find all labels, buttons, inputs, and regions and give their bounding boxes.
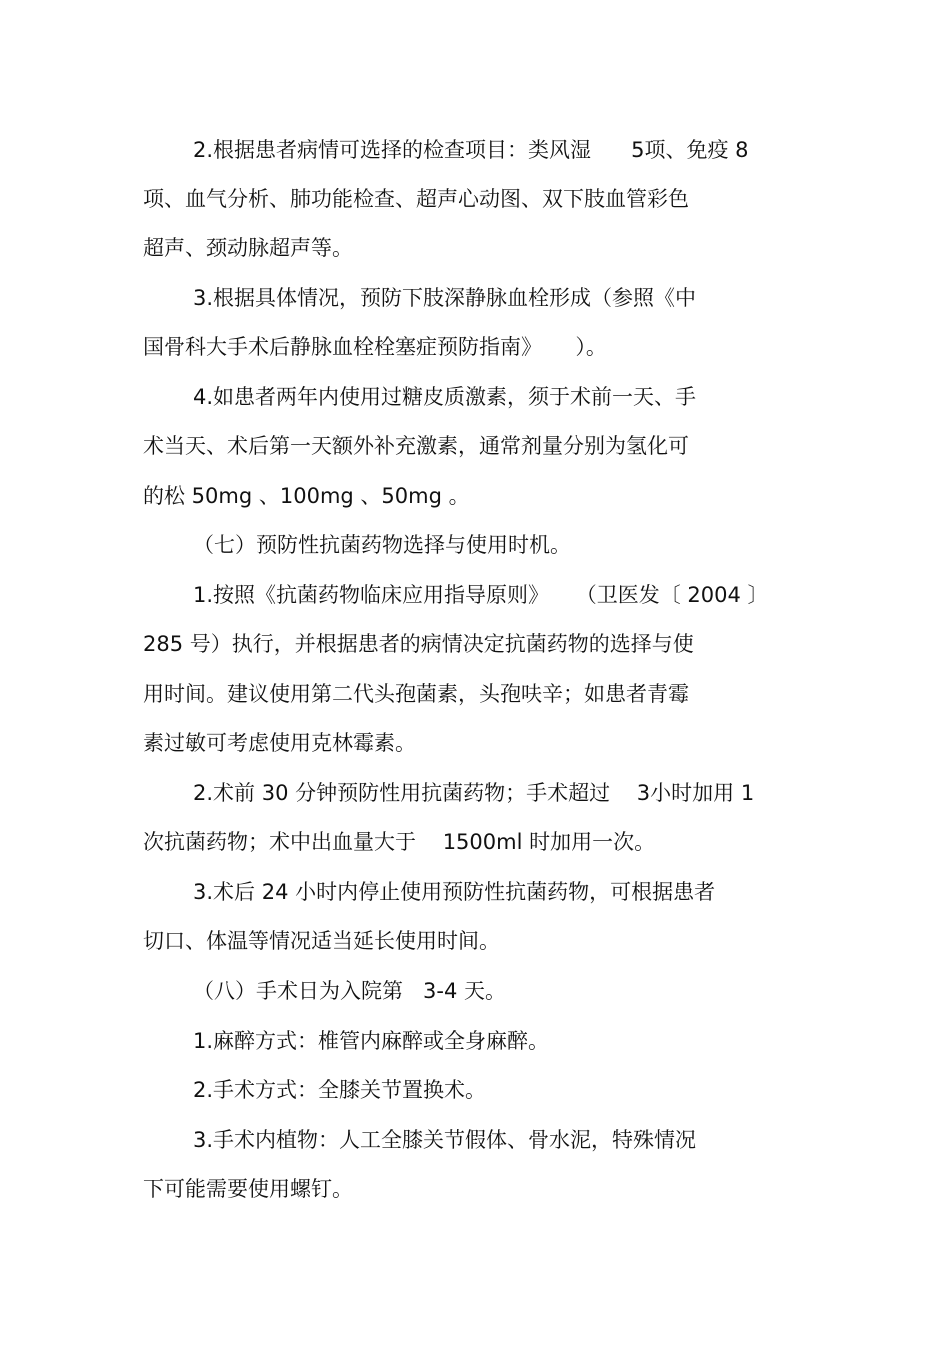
paragraph-line: 3.手术内植物：人工全膝关节假体、骨水泥，特殊情况 [193, 1128, 697, 1152]
paragraph-line: 用时间。建议使用第二代头孢菌素，头孢呋辛；如患者青霉 [143, 682, 689, 706]
paragraph-line: 2.根据患者病情可选择的检查项目：类风湿 5项、免疫 8 [193, 138, 749, 162]
paragraph-line: 项、血气分析、肺功能检查、超声心动图、双下肢血管彩色 [143, 187, 689, 211]
paragraph-line: 3.根据具体情况，预防下肢深静脉血栓形成（参照《中 [193, 286, 697, 310]
section-heading: （七）预防性抗菌药物选择与使用时机。 [193, 533, 571, 557]
paragraph-line: 2.术前 30 分钟预防性用抗菌药物；手术超过 3小时加用 1 [193, 781, 755, 805]
paragraph-line: 次抗菌药物；术中出血量大于 1500ml 时加用一次。 [143, 830, 656, 854]
paragraph-line: 1.麻醉方式：椎管内麻醉或全身麻醉。 [193, 1029, 550, 1053]
paragraph-line: 的松 50mg 、100mg 、50mg 。 [143, 484, 470, 508]
paragraph-line: 4.如患者两年内使用过糖皮质激素，须于术前一天、手 [193, 385, 697, 409]
section-heading: （八）手术日为入院第 3-4 天。 [193, 979, 506, 1003]
paragraph-line: 285 号）执行，并根据患者的病情决定抗菌药物的选择与使 [143, 632, 694, 656]
paragraph-line: 国骨科大手术后静脉血栓栓塞症预防指南》 ）。 [143, 335, 607, 359]
paragraph-line: 素过敏可考虑使用克林霉素。 [143, 731, 416, 755]
paragraph-line: 1.按照《抗菌药物临床应用指导原则》 （卫医发〔 2004 〕 [193, 583, 769, 607]
paragraph-line: 超声、颈动脉超声等。 [143, 236, 353, 260]
paragraph-line: 下可能需要使用螺钉。 [143, 1177, 353, 1201]
paragraph-line: 3.术后 24 小时内停止使用预防性抗菌药物，可根据患者 [193, 880, 716, 904]
paragraph-line: 术当天、术后第一天额外补充激素，通常剂量分别为氢化可 [143, 434, 689, 458]
paragraph-line: 2.手术方式：全膝关节置换术。 [193, 1078, 487, 1102]
paragraph-line: 切口、体温等情况适当延长使用时间。 [143, 929, 500, 953]
